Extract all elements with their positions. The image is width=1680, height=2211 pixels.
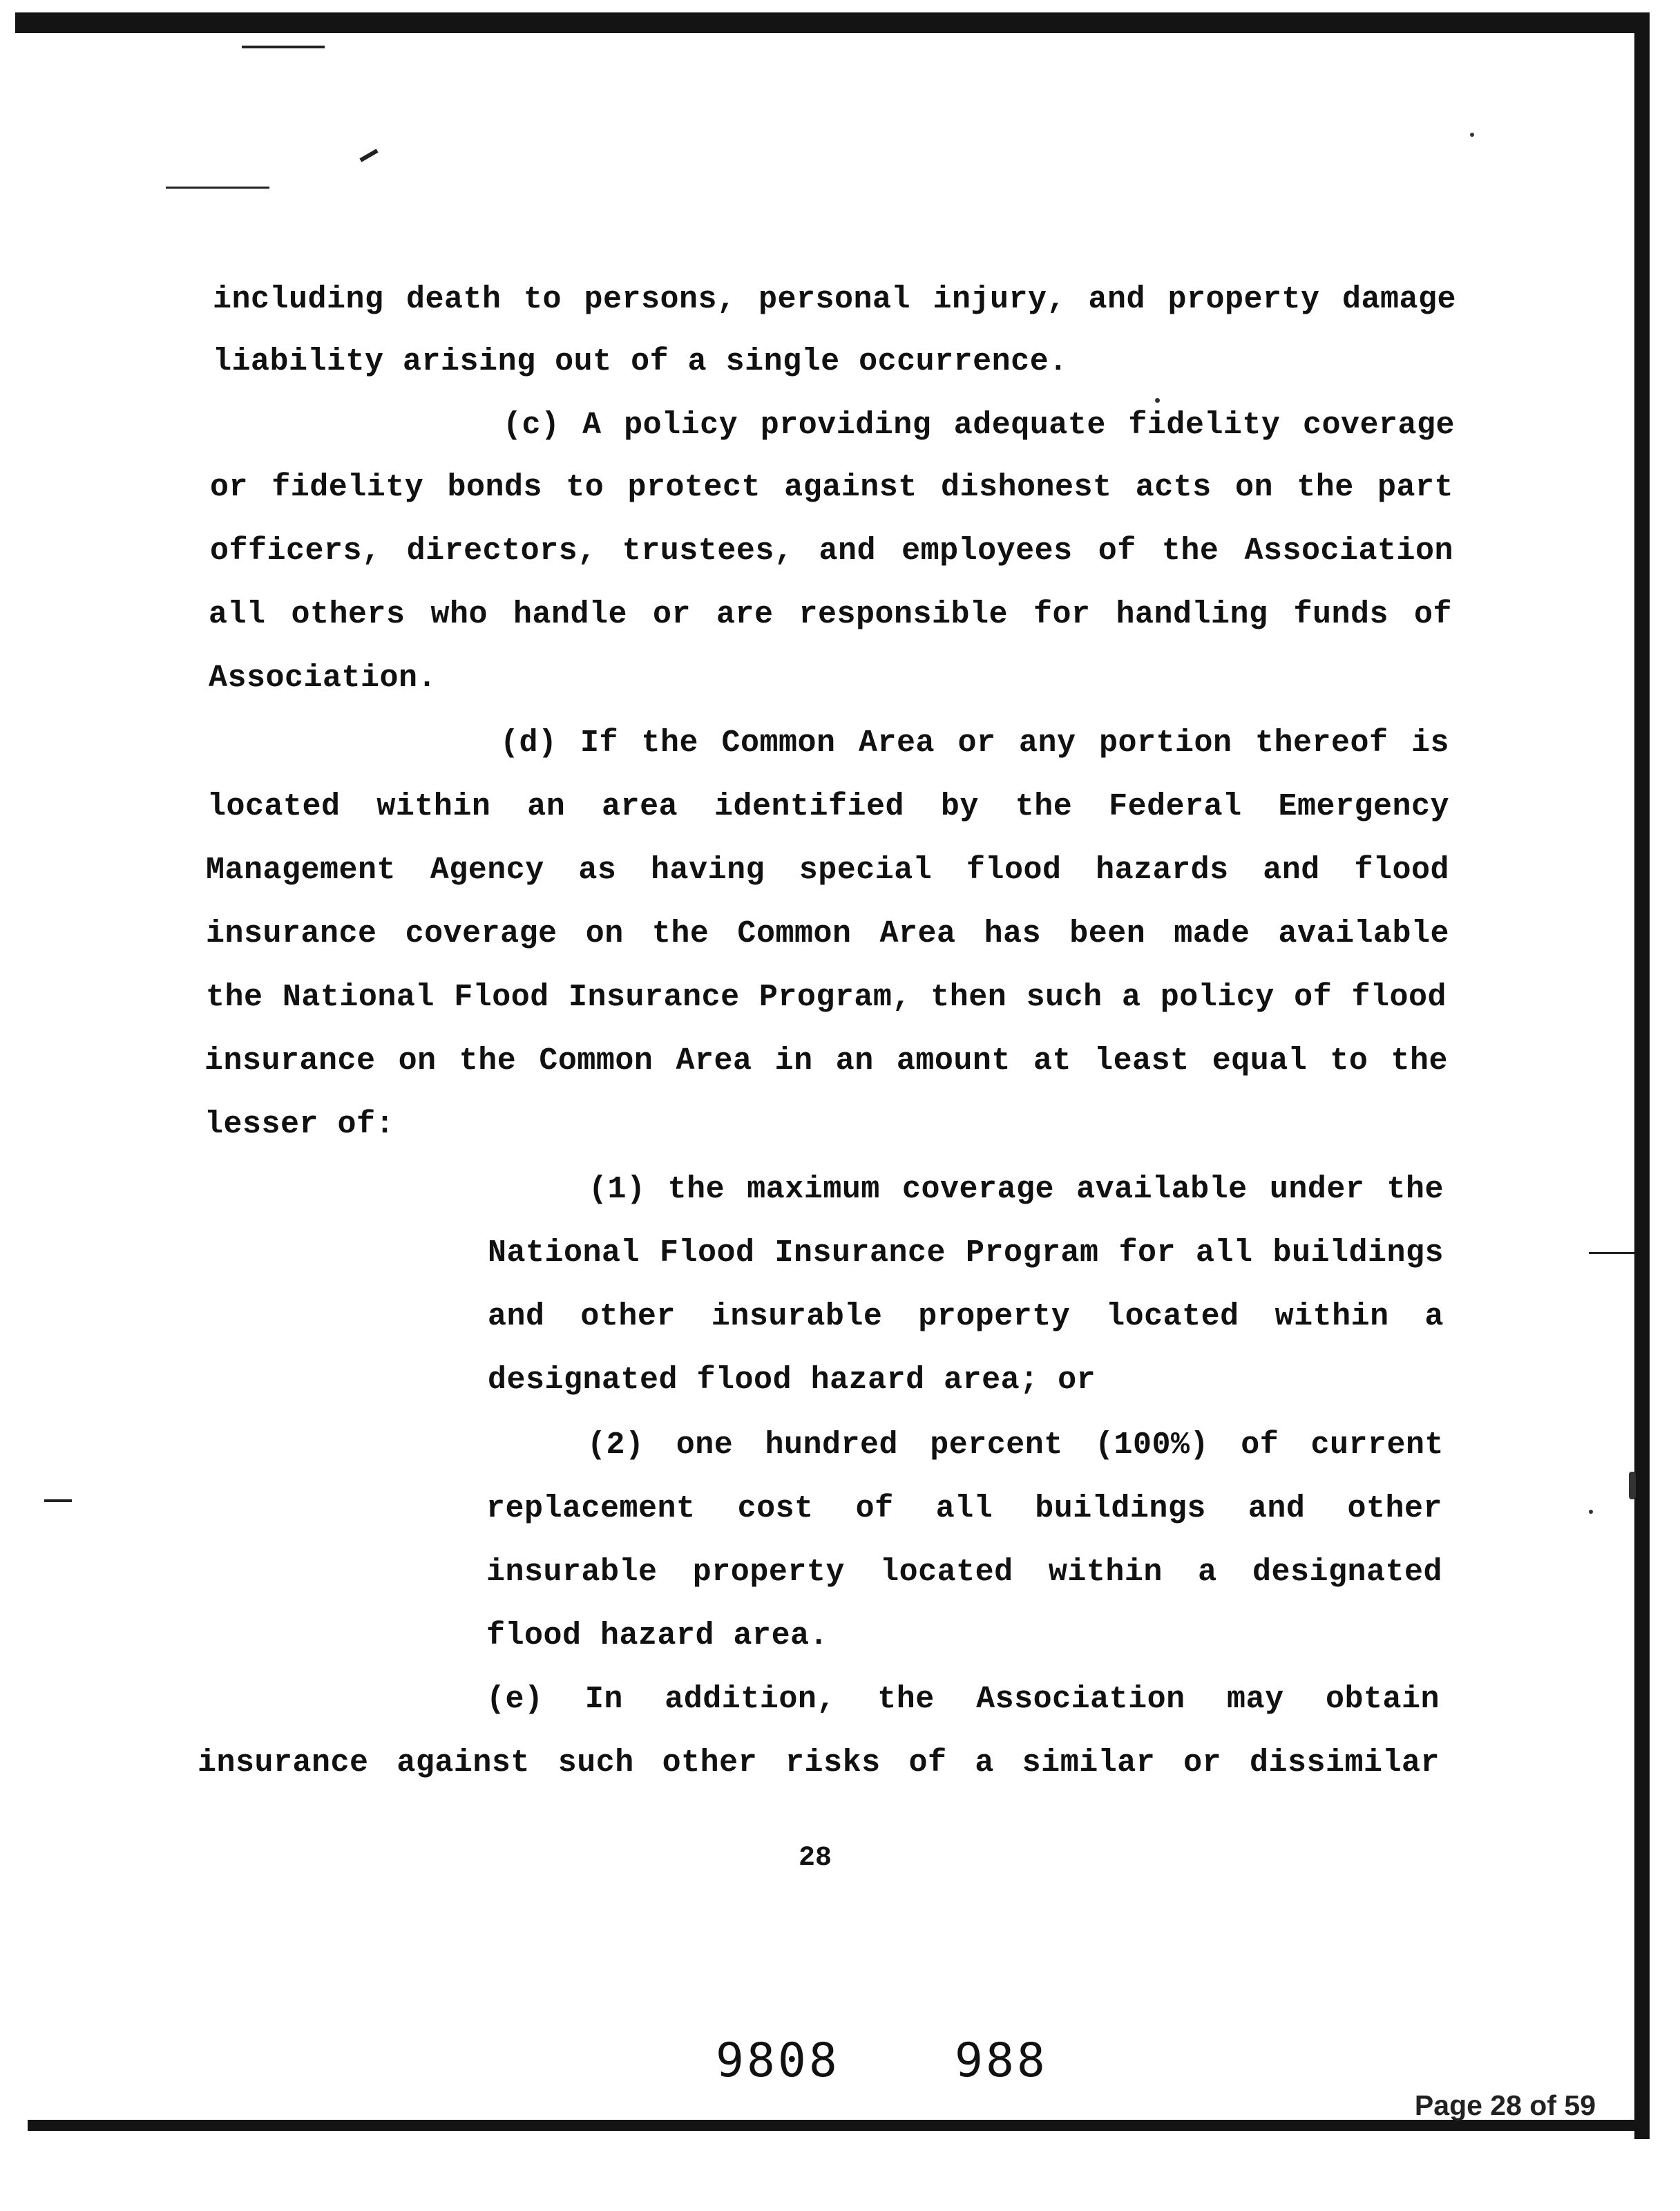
text-line: insurance on the Common Area in an amount at least equal to the	[204, 1043, 1448, 1079]
text-line: replacement cost of all buildings and other	[486, 1491, 1442, 1526]
text-line: National Flood Insurance Program for all buildings	[488, 1235, 1444, 1271]
text-line: (d) If the Common Area or any portion thereof is	[500, 725, 1449, 761]
text-line: designated flood hazard area; or	[488, 1363, 1096, 1398]
text-line: (1) the maximum coverage available under the	[589, 1172, 1444, 1207]
page-number: 28	[798, 1843, 832, 1874]
scan-artifact	[1470, 133, 1474, 137]
text-line: officers, directors, trustees, and employees of the Association	[210, 533, 1453, 569]
text-line: the National Flood Insurance Program, then such a policy of flood	[206, 980, 1447, 1015]
text-line: insurable property located within a designated	[486, 1555, 1442, 1590]
scan-artifact	[359, 149, 378, 162]
text-line: located within an area identified by the Federal Emergency	[207, 789, 1449, 824]
text-line: insurance coverage on the Common Area has been made available	[206, 916, 1449, 951]
text-line: flood hazard area.	[486, 1618, 829, 1653]
document-stamp-number: 9808	[716, 2033, 840, 2088]
scan-artifact	[1589, 1252, 1634, 1254]
text-line: all others who handle or are responsible for handling funds of	[209, 597, 1452, 632]
page-count-label: Page 28 of 59	[1414, 2089, 1596, 2121]
scan-border-top	[15, 12, 1647, 33]
document-stamp-number: 988	[955, 2033, 1048, 2088]
text-line: Management Agency as having special flood hazards and flood	[206, 853, 1449, 888]
text-line: lesser of:	[204, 1107, 395, 1142]
scan-artifact	[1155, 398, 1160, 403]
scan-artifact	[1629, 1472, 1636, 1499]
scan-artifact	[44, 1499, 72, 1502]
scan-artifact	[166, 187, 269, 189]
text-line: liability arising out of a single occurrence.	[213, 344, 1068, 379]
scan-border-right	[1634, 12, 1650, 2139]
text-line: (2) one hundred percent (100%) of current	[587, 1427, 1444, 1463]
text-line: (c) A policy providing adequate fidelity coverage	[503, 408, 1455, 443]
text-line: Association.	[209, 661, 437, 696]
scan-artifact	[242, 46, 325, 48]
text-line: insurance against such other risks of a similar or dissimilar	[198, 1745, 1440, 1781]
text-line: and other insurable property located within a	[488, 1299, 1444, 1334]
text-line: including death to persons, personal injury, and property damage	[213, 282, 1456, 317]
text-line: (e) In addition, the Association may obtain	[486, 1682, 1440, 1717]
text-line: or fidelity bonds to protect against dishonest acts on the part	[210, 470, 1453, 505]
scan-artifact	[1589, 1510, 1593, 1514]
